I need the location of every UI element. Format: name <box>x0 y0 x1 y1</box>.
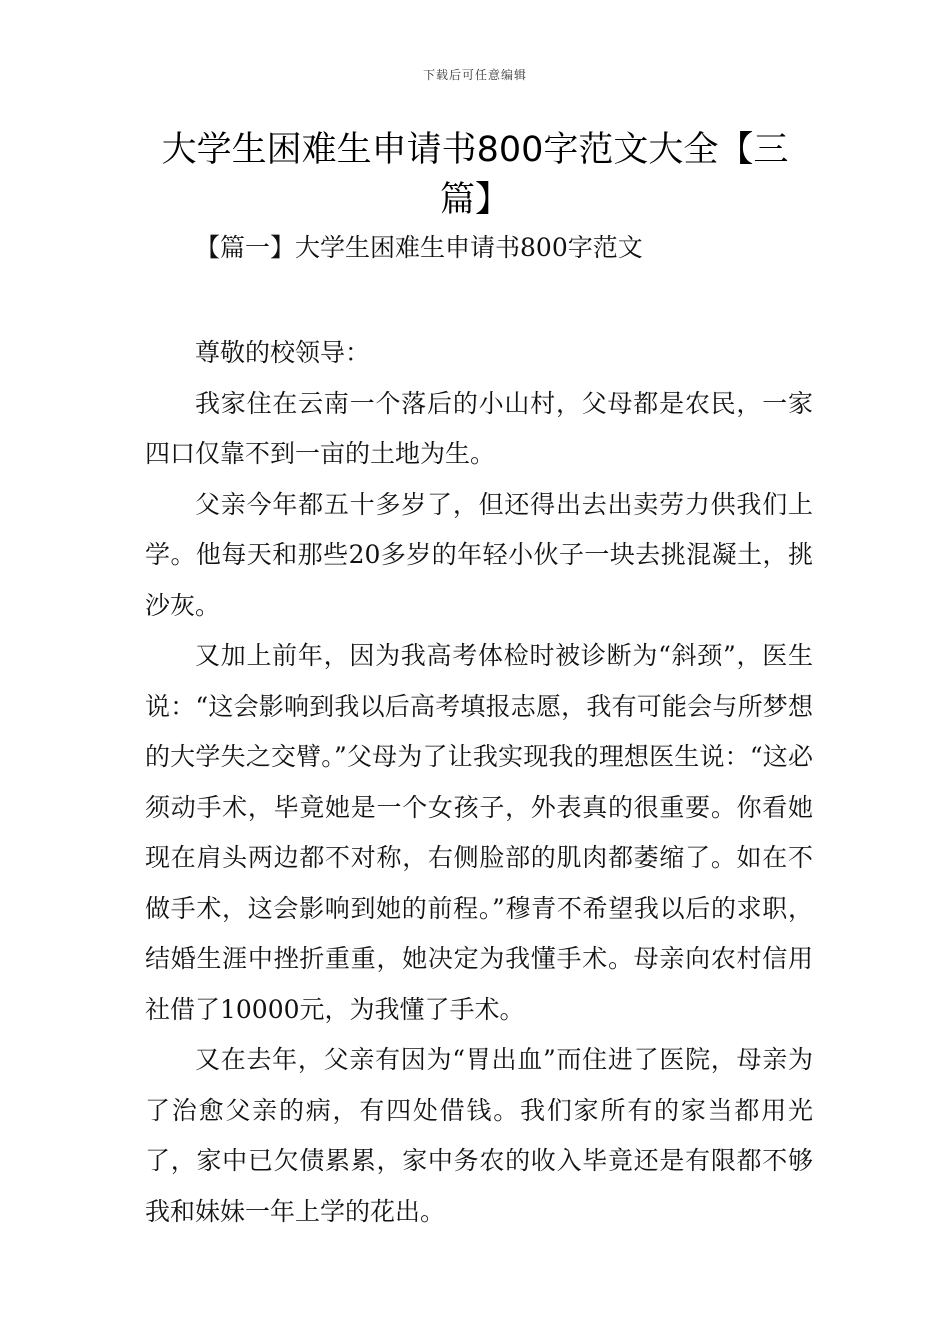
document-title: 大学生困难生申请书800字范文大全【三篇】 <box>161 130 789 220</box>
document-body <box>145 328 813 1237</box>
header-note: 下载后可任意编辑 <box>422 68 527 82</box>
salutation-paragraph: 尊敬的校领导： <box>195 338 371 367</box>
section-heading: 【篇一】大学生困难生申请书800字范文 <box>195 233 643 262</box>
body-paragraph: 我家住在云南一个落后的小山村，父母都是农民，一家四口仅靠不到一亩的土地为生。 <box>145 388 813 468</box>
body-paragraph: 又在去年，父亲有因为“胃出血”而住进了医院，母亲为了治愈父亲的病，有四处借钱。我们家所有的家当都用光了，家中已欠债累累，家中务农的收入毕竟还是有限都不够我和妹妹一年上学的花出。 <box>145 1045 813 1226</box>
body-paragraph: 父亲今年都五十多岁了，但还得出去出卖劳力供我们上学。他每天和那些20多岁的年轻小伙子一块去挑混凝土，挑沙灰。 <box>145 489 813 620</box>
body-paragraph: 又加上前年，因为我高考体检时被诊断为“斜颈”，医生说：“这会影响到我以后高考填报志愿，我有可能会与所梦想的大学失之交臂。”父母为了让我实现我的理想医生说：“这必须动手术，毕竟她是一个女孩子，外表真的很重要。你看她现在肩头两边都不对称，右侧脸部的肌肉都萎缩了。如在不做手术，这会影响到她的前程。”穆青不希望我以后的求职，结婚生涯中挫折重重，她决定为我懂手术。母亲向农村信用社借了10000元，为我懂了手术。 <box>145 641 813 1024</box>
